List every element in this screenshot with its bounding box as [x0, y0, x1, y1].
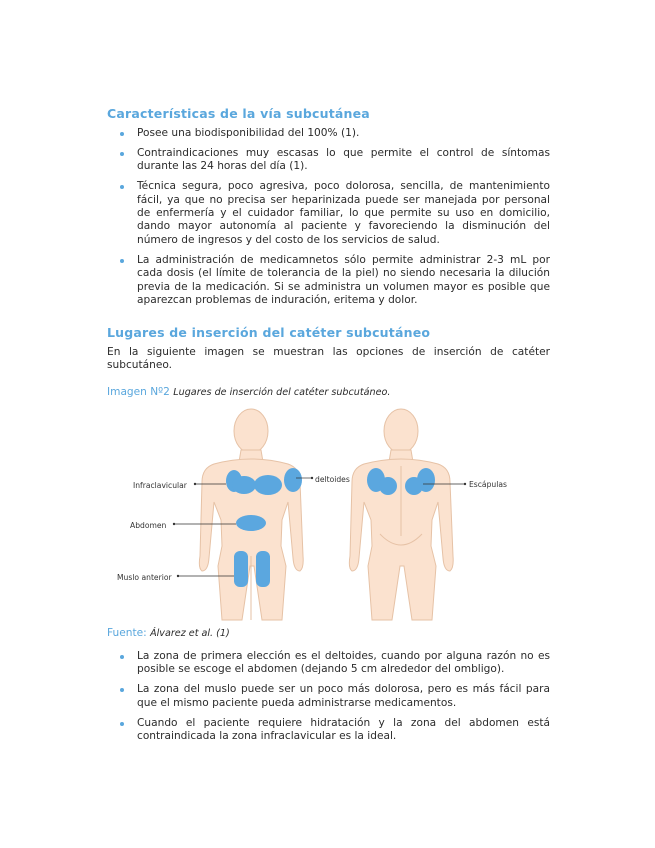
label-infraclavicular: Infraclavicular — [133, 481, 187, 490]
body-diagram — [110, 406, 530, 624]
thigh-site-right — [256, 551, 270, 587]
bullet-icon — [120, 152, 124, 156]
list-item — [107, 147, 550, 174]
list-item-text: Cuando el paciente requiere hidratación y la zona del abdomen está contraindicada la zona infraclavicular es la ideal. — [137, 716, 550, 743]
label-deltoides: deltoides — [315, 475, 350, 484]
list-item-text: La zona del muslo puede ser un poco más dolorosa, pero es más fácil para que el mismo paciente pueda administrarse medicamentos. — [137, 683, 550, 709]
recomendaciones-list — [107, 650, 550, 750]
bullet-icon — [120, 655, 124, 659]
list-item — [107, 683, 550, 710]
front-body-figure — [199, 409, 303, 620]
chest-site — [232, 476, 256, 494]
list-item-text: Contraindicaciones muy escasas lo que permite el control de síntomas durante las 24 horas del día (1). — [137, 146, 550, 173]
list-item — [107, 717, 550, 744]
thigh-site-left — [234, 551, 248, 587]
bullet-icon — [120, 185, 124, 189]
bullet-icon — [120, 132, 124, 136]
back-body-figure — [349, 409, 453, 620]
scapula-site-left — [379, 477, 397, 495]
list-item — [107, 254, 550, 308]
bullet-icon — [120, 259, 124, 263]
abdomen-site — [236, 515, 266, 531]
figure-caption — [107, 386, 390, 398]
label-escapulas: Escápulas — [469, 480, 507, 489]
list-item-text: Técnica segura, poco agresiva, poco dolorosa, sencilla, de mantenimiento fácil, ya que no precisa ser heparinizada puede ser manejada por personal de enfermería y el cuidador familiar, lo que permite su uso en domicilio, dando mayor autonomía al paciente y favoreciendo la disminución del número de ingresos y del costo de los servicios de salud. — [137, 180, 550, 246]
figure-source — [107, 627, 230, 639]
insertion-sites-figure — [110, 406, 530, 624]
caracteristicas-list — [107, 127, 550, 314]
deltoid-site-right — [284, 468, 302, 492]
list-item-text: La administración de medicamnetos sólo permite administrar 2-3 mL por cada dosis (el límite de tolerancia de la piel) no siendo necesaria la dilución previa de la medicación. Si se administra un volumen mayor es posible que aparezcan problemas de induración, eritema y dolor. — [137, 253, 550, 306]
section-heading-lugares: Lugares de inserción del catéter subcutáneo — [107, 325, 431, 340]
scapula-site-right — [405, 477, 423, 495]
deltoid-site-left — [254, 475, 282, 495]
list-item — [107, 180, 550, 247]
figure-caption-text: Lugares de inserción del catéter subcutáneo. — [173, 387, 391, 398]
intro-paragraph: En la siguiente imagen se muestran las opciones de inserción de catéter subcutáneo. — [107, 346, 550, 372]
figure-caption-label: Imagen Nº2 — [107, 386, 170, 398]
source-text: Álvarez et al. (1) — [150, 628, 230, 639]
list-item-text: La zona de primera elección es el deltoides, cuando por alguna razón no es posible se escoge el abdomen (dejando 5 cm alrededor del ombligo). — [137, 650, 550, 676]
label-muslo-anterior: Muslo anterior — [117, 573, 172, 582]
bullet-icon — [120, 722, 124, 726]
source-label: Fuente: — [107, 627, 147, 639]
list-item — [107, 127, 550, 140]
list-item-text: Posee una biodisponibilidad del 100% (1). — [137, 127, 360, 139]
section-heading-caracteristicas: Características de la vía subcutánea — [107, 106, 370, 121]
list-item — [107, 650, 550, 677]
bullet-icon — [120, 688, 124, 692]
label-abdomen: Abdomen — [130, 521, 167, 530]
